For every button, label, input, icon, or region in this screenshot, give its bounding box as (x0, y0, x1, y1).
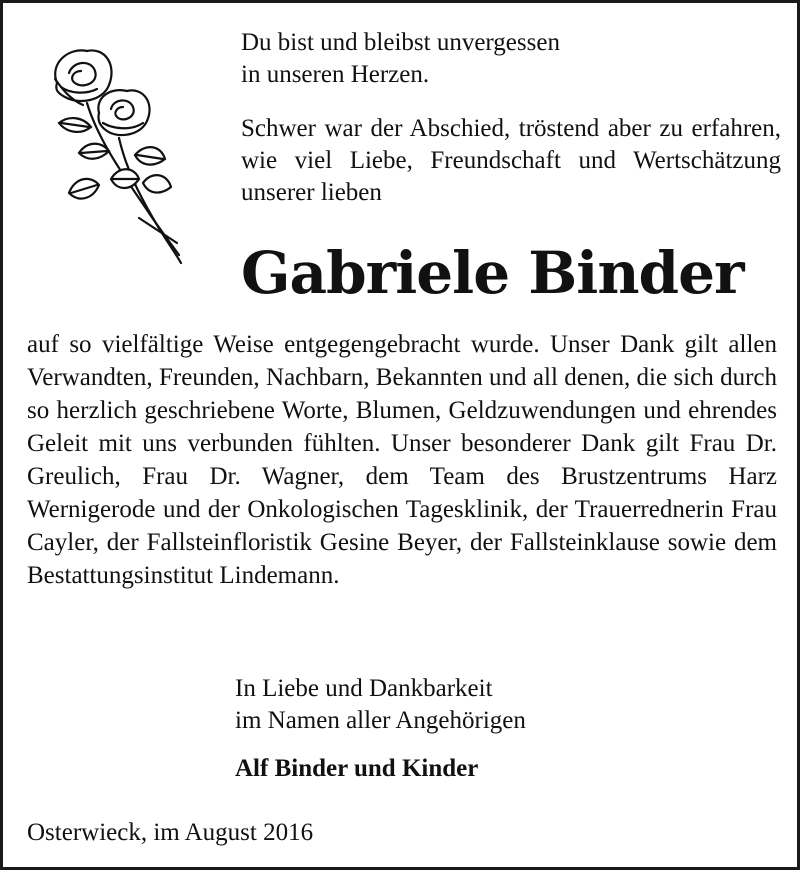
intro-verse (241, 27, 781, 91)
intro-line-1: Du bist und bleibst unvergessen (241, 29, 560, 56)
closing-block (235, 673, 755, 737)
thanks-intro: Schwer war der Abschied, tröstend aber zu erfahren, wie viel Liebe, Freundschaft und Wertschätzung unserer lieben (241, 115, 781, 206)
rose-icon (39, 43, 189, 273)
thanks-body: auf so vielfältige Weise entgegengebracht wurde. Unser Dank gilt allen Verwandten, Freunden, Nachbarn, Bekannten und all denen, die sich durch so herzlich geschriebene Worte, Blumen, Geldzuwendungen und ehrendes Geleit mit uns verbunden fühlten. Unser besonderer Dank gilt Frau Dr. Greulich, Frau Dr. Wagner, dem Team des Brustzentrums Harz Wernigerode und der Onkologischen Tagesklinik, der Trauerrednerin Frau Cayler, der Fallsteinfloristik Gesine Beyer, der Fallsteinklause sowie dem Bestattungsinstitut Lindemann. (27, 331, 777, 589)
place-date: Osterwieck, im August 2016 (27, 819, 314, 846)
intro-block (241, 27, 781, 231)
deceased-name: Gabriele Binder (241, 239, 744, 307)
signature: Alf Binder und Kinder (235, 755, 479, 782)
intro-line-2: in unseren Herzen. (241, 61, 430, 88)
closing-line-1: In Liebe und Dankbarkeit (235, 675, 493, 702)
closing-line-2: im Namen aller Angehörigen (235, 707, 526, 734)
